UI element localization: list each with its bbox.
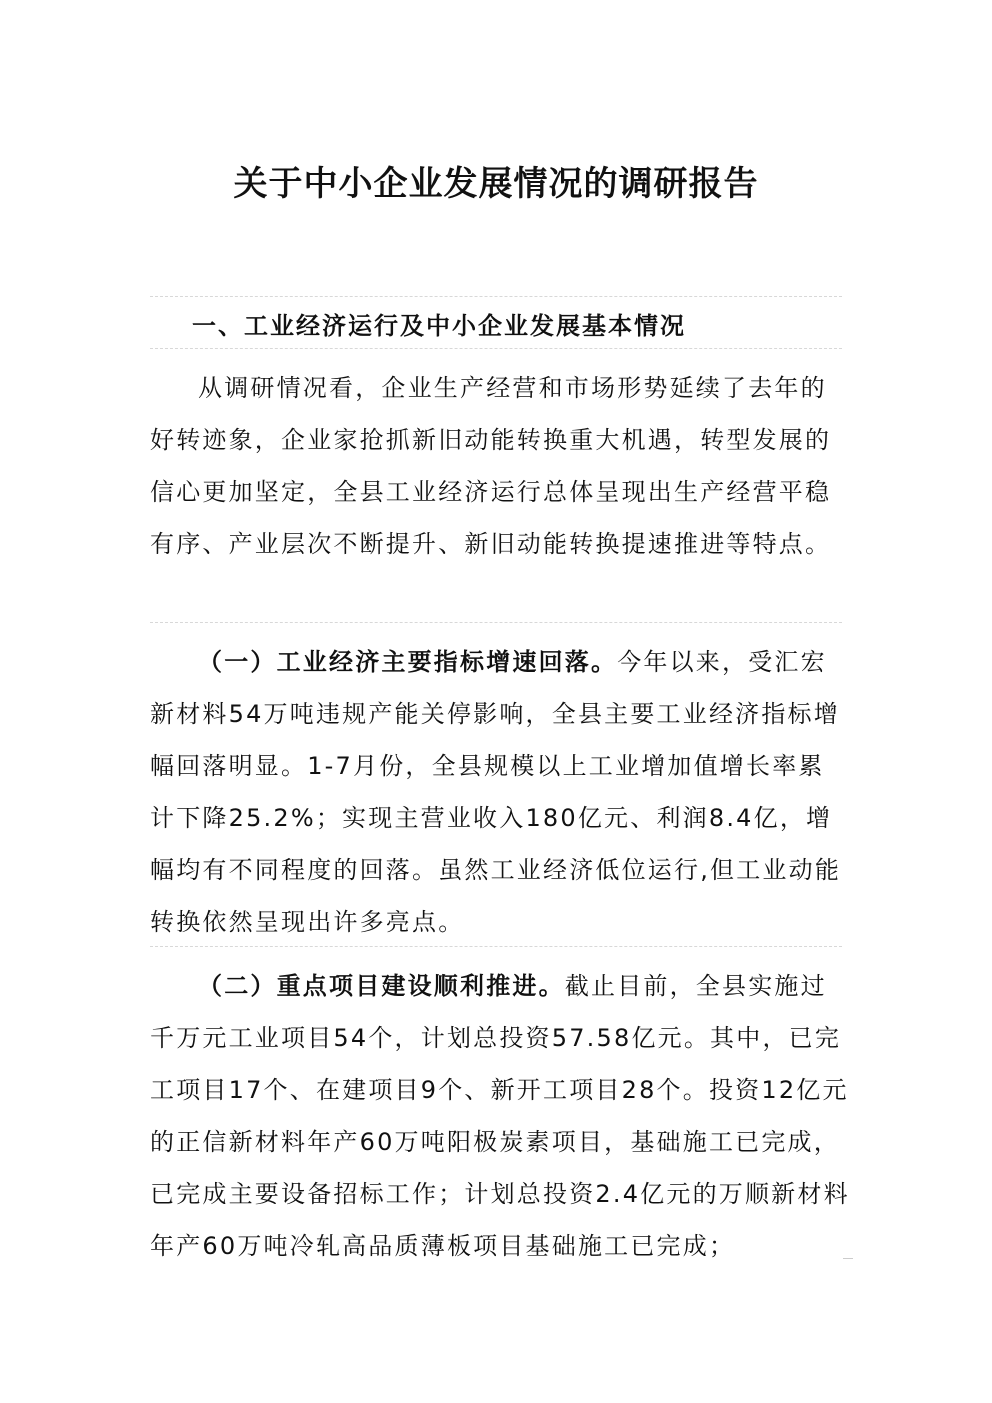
subsection-lead-2: （二）重点项目建设顺利推进。 — [198, 972, 565, 1000]
divider — [150, 296, 842, 297]
subsection-paragraph-1 — [150, 636, 850, 948]
margin-mark — [843, 1258, 853, 1259]
document-title: 关于中小企业发展情况的调研报告 — [233, 164, 759, 204]
subsection-body-1: 今年以来，受汇宏新材料54万吨违规产能关停影响，全县主要工业经济指标增幅回落明显。1-7月份，全县规模以上工业增加值增长率累计下降25.2%；实现主营业收入180亿元、利润8.4亿，增幅均有不同程度的回落。虽然工业经济低位运行,但工业动能转换依然呈现出许多亮点。 — [150, 648, 842, 936]
section-heading: 一、工业经济运行及中小企业发展基本情况 — [192, 312, 686, 340]
section-intro-paragraph: 从调研情况看，企业生产经营和市场形势延续了去年的好转迹象，企业家抢抓新旧动能转换重大机遇，转型发展的信心更加坚定，全县工业经济运行总体呈现出生产经营平稳有序、产业层次不断提升、新旧动能转换提速推进等特点。 — [150, 374, 832, 558]
subsection-body-2: 截止目前，全县实施过千万元工业项目54个，计划总投资57.58亿元。其中，已完工项目17个、在建项目9个、新开工项目28个。投资12亿元的正信新材料年产60万吨阳极炭素项目，基础施工已完成，已完成主要设备招标工作；计划总投资2.4亿元的万顺新材料年产60万吨冷轧高品质薄板项目基础施工已完成； — [150, 972, 850, 1260]
subsection-paragraph-2 — [150, 960, 850, 1272]
subsection-lead-1: （一）工业经济主要指标增速回落。 — [198, 648, 618, 676]
divider — [150, 622, 842, 623]
divider — [150, 348, 842, 349]
divider — [150, 946, 842, 947]
